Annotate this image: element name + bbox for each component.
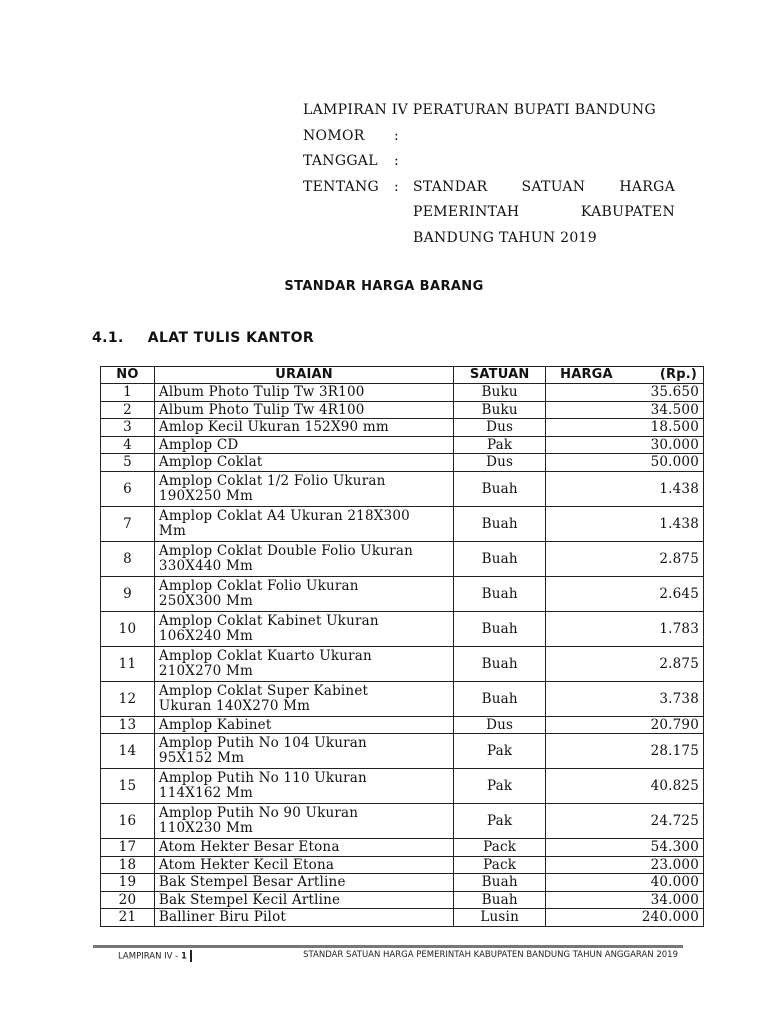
row-satuan: Pak <box>454 436 546 454</box>
footer-rule <box>93 945 683 948</box>
row-satuan: Pak <box>454 734 546 769</box>
row-harga: 3.738 <box>546 681 704 716</box>
section-number: 4.1. <box>92 330 124 346</box>
row-harga: 20.790 <box>546 716 704 734</box>
table-row <box>101 646 704 681</box>
row-uraian <box>154 454 453 472</box>
uraian-line: Amplop Putih No 90 Ukuran <box>158 805 359 821</box>
table-row <box>101 769 704 804</box>
table-header-row <box>101 367 704 384</box>
uraian-line: 210X270 Mm <box>158 662 253 679</box>
row-number: 11 <box>101 646 155 681</box>
row-number: 12 <box>101 681 155 716</box>
table-row <box>101 454 704 472</box>
uraian-line: Mm <box>158 522 186 539</box>
row-satuan: Buah <box>454 471 546 506</box>
row-harga: 2.645 <box>546 576 704 611</box>
table-row <box>101 839 704 857</box>
uraian-line: Bak Stempel Kecil Artline <box>158 891 341 908</box>
section-heading <box>92 330 314 346</box>
row-uraian <box>154 401 453 419</box>
table-row <box>101 874 704 892</box>
row-number: 13 <box>101 716 155 734</box>
uraian-line: 95X152 Mm <box>158 750 245 766</box>
row-number: 18 <box>101 856 155 874</box>
uraian-line: Amplop Coklat <box>158 454 263 471</box>
header-satuan: SATUAN <box>454 367 546 384</box>
row-harga: 1.783 <box>546 611 704 646</box>
row-uraian <box>154 646 453 681</box>
row-uraian <box>154 769 453 804</box>
table-row <box>101 891 704 909</box>
row-harga: 30.000 <box>546 436 704 454</box>
uraian-line: Ukuran 140X270 Mm <box>158 697 311 714</box>
row-uraian <box>154 734 453 769</box>
row-harga: 34.500 <box>546 401 704 419</box>
row-harga: 1.438 <box>546 506 704 541</box>
row-satuan: Buah <box>454 611 546 646</box>
row-uraian <box>154 419 453 437</box>
row-harga: 2.875 <box>546 646 704 681</box>
row-harga: 35.650 <box>546 384 704 402</box>
document-heading: STANDAR HARGA BARANG <box>284 279 484 294</box>
row-number: 17 <box>101 839 155 857</box>
header-uraian: URAIAN <box>154 367 453 384</box>
tentang-word: SATUAN <box>521 178 586 195</box>
table-row <box>101 576 704 611</box>
row-harga: 24.725 <box>546 804 704 839</box>
row-harga: 54.300 <box>546 839 704 857</box>
row-harga: 18.500 <box>546 419 704 437</box>
row-number: 10 <box>101 611 155 646</box>
uraian-line: Amplop Kabinet <box>158 716 272 733</box>
uraian-line: Album Photo Tulip Tw 4R100 <box>158 401 365 418</box>
row-satuan: Buah <box>454 541 546 576</box>
uraian-line: Amlop Kecil Ukuran 152X90 mm <box>158 419 389 436</box>
row-number: 8 <box>101 541 155 576</box>
row-satuan: Buah <box>454 506 546 541</box>
tentang-row <box>303 176 679 202</box>
page-number: 1 <box>180 951 187 962</box>
regulation-title: LAMPIRAN IV PERATURAN BUPATI BANDUNG <box>303 102 656 118</box>
uraian-line: Amplop Coklat Kuarto Ukuran <box>158 647 372 664</box>
uraian-line: Amplop Putih No 104 Ukuran <box>158 735 367 751</box>
tanggal-label: TANGGAL <box>303 153 378 169</box>
nomor-label: NOMOR <box>303 127 365 144</box>
uraian-line: 250X300 Mm <box>158 592 253 609</box>
tentang-line-2 <box>413 201 675 223</box>
header-no: NO <box>101 367 155 384</box>
row-uraian <box>154 384 453 402</box>
tentang-word: KABUPATEN <box>580 204 675 220</box>
uraian-line: Amplop Coklat Double Folio Ukuran <box>158 542 413 559</box>
row-uraian <box>154 891 453 909</box>
row-uraian <box>154 856 453 874</box>
row-harga: 40.825 <box>546 769 704 804</box>
uraian-line: Atom Hekter Besar Etona <box>158 839 340 856</box>
table-row <box>101 681 704 716</box>
tentang-word: HARGA <box>619 178 675 195</box>
row-number: 15 <box>101 769 155 804</box>
table-row <box>101 471 704 506</box>
row-satuan: Buah <box>454 576 546 611</box>
footer-left <box>118 950 192 962</box>
row-harga: 34.000 <box>546 891 704 909</box>
row-satuan: Buah <box>454 874 546 892</box>
uraian-line: 190X250 Mm <box>158 487 253 504</box>
row-satuan: Buah <box>454 891 546 909</box>
row-uraian <box>154 874 453 892</box>
uraian-line: Amplop Coklat Folio Ukuran <box>158 577 359 594</box>
document-header <box>303 99 679 252</box>
row-number: 1 <box>101 384 155 402</box>
row-uraian <box>154 804 453 839</box>
row-number: 6 <box>101 471 155 506</box>
table-row <box>101 384 704 402</box>
uraian-line: Amplop Putih No 110 Ukuran <box>158 770 367 786</box>
tentang-colon: : <box>394 178 400 195</box>
row-number: 19 <box>101 874 155 892</box>
header-harga <box>546 367 704 384</box>
row-satuan: Pak <box>454 804 546 839</box>
row-harga: 40.000 <box>546 874 704 892</box>
table-row <box>101 436 704 454</box>
row-satuan: Buku <box>454 384 546 402</box>
section-title: ALAT TULIS KANTOR <box>147 330 315 346</box>
row-number: 9 <box>101 576 155 611</box>
table-row <box>101 734 704 769</box>
header-harga-label: HARGA <box>560 367 613 382</box>
price-table <box>100 366 704 927</box>
row-uraian <box>154 611 453 646</box>
tentang-word: STANDAR <box>413 178 488 195</box>
row-number: 5 <box>101 454 155 472</box>
table-row <box>101 804 704 839</box>
row-number: 4 <box>101 436 155 454</box>
tentang-line-1 <box>413 176 675 198</box>
row-number: 2 <box>101 401 155 419</box>
nomor-colon: : <box>394 127 400 144</box>
row-satuan: Dus <box>454 716 546 734</box>
row-uraian <box>154 716 453 734</box>
table-row <box>101 611 704 646</box>
row-satuan: Pack <box>454 839 546 857</box>
row-satuan: Buah <box>454 681 546 716</box>
row-harga: 23.000 <box>546 856 704 874</box>
uraian-line: Atom Hekter Kecil Etona <box>158 856 335 873</box>
tentang-line-3: BANDUNG TAHUN 2019 <box>413 229 597 246</box>
tentang-label: TENTANG <box>303 178 380 195</box>
table-row <box>101 506 704 541</box>
uraian-line: 114X162 Mm <box>158 785 253 801</box>
tentang-word: PEMERINTAH <box>413 204 520 220</box>
row-uraian <box>154 436 453 454</box>
table-row <box>101 401 704 419</box>
row-harga: 240.000 <box>546 909 704 927</box>
row-uraian <box>154 541 453 576</box>
row-number: 7 <box>101 506 155 541</box>
row-satuan: Lusin <box>454 909 546 927</box>
footer-divider <box>190 950 192 962</box>
row-satuan: Buah <box>454 646 546 681</box>
uraian-line: 106X240 Mm <box>158 627 253 644</box>
row-harga: 2.875 <box>546 541 704 576</box>
footer-document-title: STANDAR SATUAN HARGA PEMERINTAH KABUPATEN BANDUNG TAHUN ANGGARAN 2019 <box>303 950 678 960</box>
row-satuan: Pack <box>454 856 546 874</box>
tentang-row-2 <box>303 201 679 227</box>
uraian-line: Amplop Coklat Super Kabinet <box>158 682 369 699</box>
row-satuan: Pak <box>454 769 546 804</box>
uraian-line: Amplop Coklat Kabinet Ukuran <box>158 612 379 629</box>
uraian-line: 110X230 Mm <box>158 820 253 836</box>
uraian-line: Bak Stempel Besar Artline <box>158 874 346 891</box>
row-satuan: Dus <box>454 419 546 437</box>
uraian-line: Amplop Coklat 1/2 Folio Ukuran <box>158 472 386 489</box>
row-number: 14 <box>101 734 155 769</box>
tanggal-colon: : <box>394 153 400 169</box>
tentang-row-3 <box>303 227 679 253</box>
uraian-line: Amplop CD <box>158 436 239 453</box>
row-harga: 50.000 <box>546 454 704 472</box>
uraian-line: Amplop Coklat A4 Ukuran 218X300 <box>158 507 410 524</box>
header-title-row <box>303 99 679 125</box>
row-satuan: Dus <box>454 454 546 472</box>
uraian-line: 330X440 Mm <box>158 557 253 574</box>
row-uraian <box>154 839 453 857</box>
row-uraian <box>154 909 453 927</box>
table-row <box>101 716 704 734</box>
row-number: 21 <box>101 909 155 927</box>
uraian-line: Balliner Biru Pilot <box>158 909 287 926</box>
tanggal-row <box>303 150 679 176</box>
row-uraian <box>154 471 453 506</box>
table-row <box>101 856 704 874</box>
table-row <box>101 419 704 437</box>
row-harga: 28.175 <box>546 734 704 769</box>
table-row <box>101 909 704 927</box>
table-row <box>101 541 704 576</box>
row-uraian <box>154 576 453 611</box>
nomor-row <box>303 125 679 151</box>
uraian-line: Album Photo Tulip Tw 3R100 <box>158 384 365 401</box>
row-number: 16 <box>101 804 155 839</box>
row-number: 20 <box>101 891 155 909</box>
row-uraian <box>154 681 453 716</box>
row-uraian <box>154 506 453 541</box>
footer-lampiran: LAMPIRAN IV - <box>118 951 179 962</box>
header-currency: (Rp.) <box>659 367 697 382</box>
row-harga: 1.438 <box>546 471 704 506</box>
row-satuan: Buku <box>454 401 546 419</box>
row-number: 3 <box>101 419 155 437</box>
